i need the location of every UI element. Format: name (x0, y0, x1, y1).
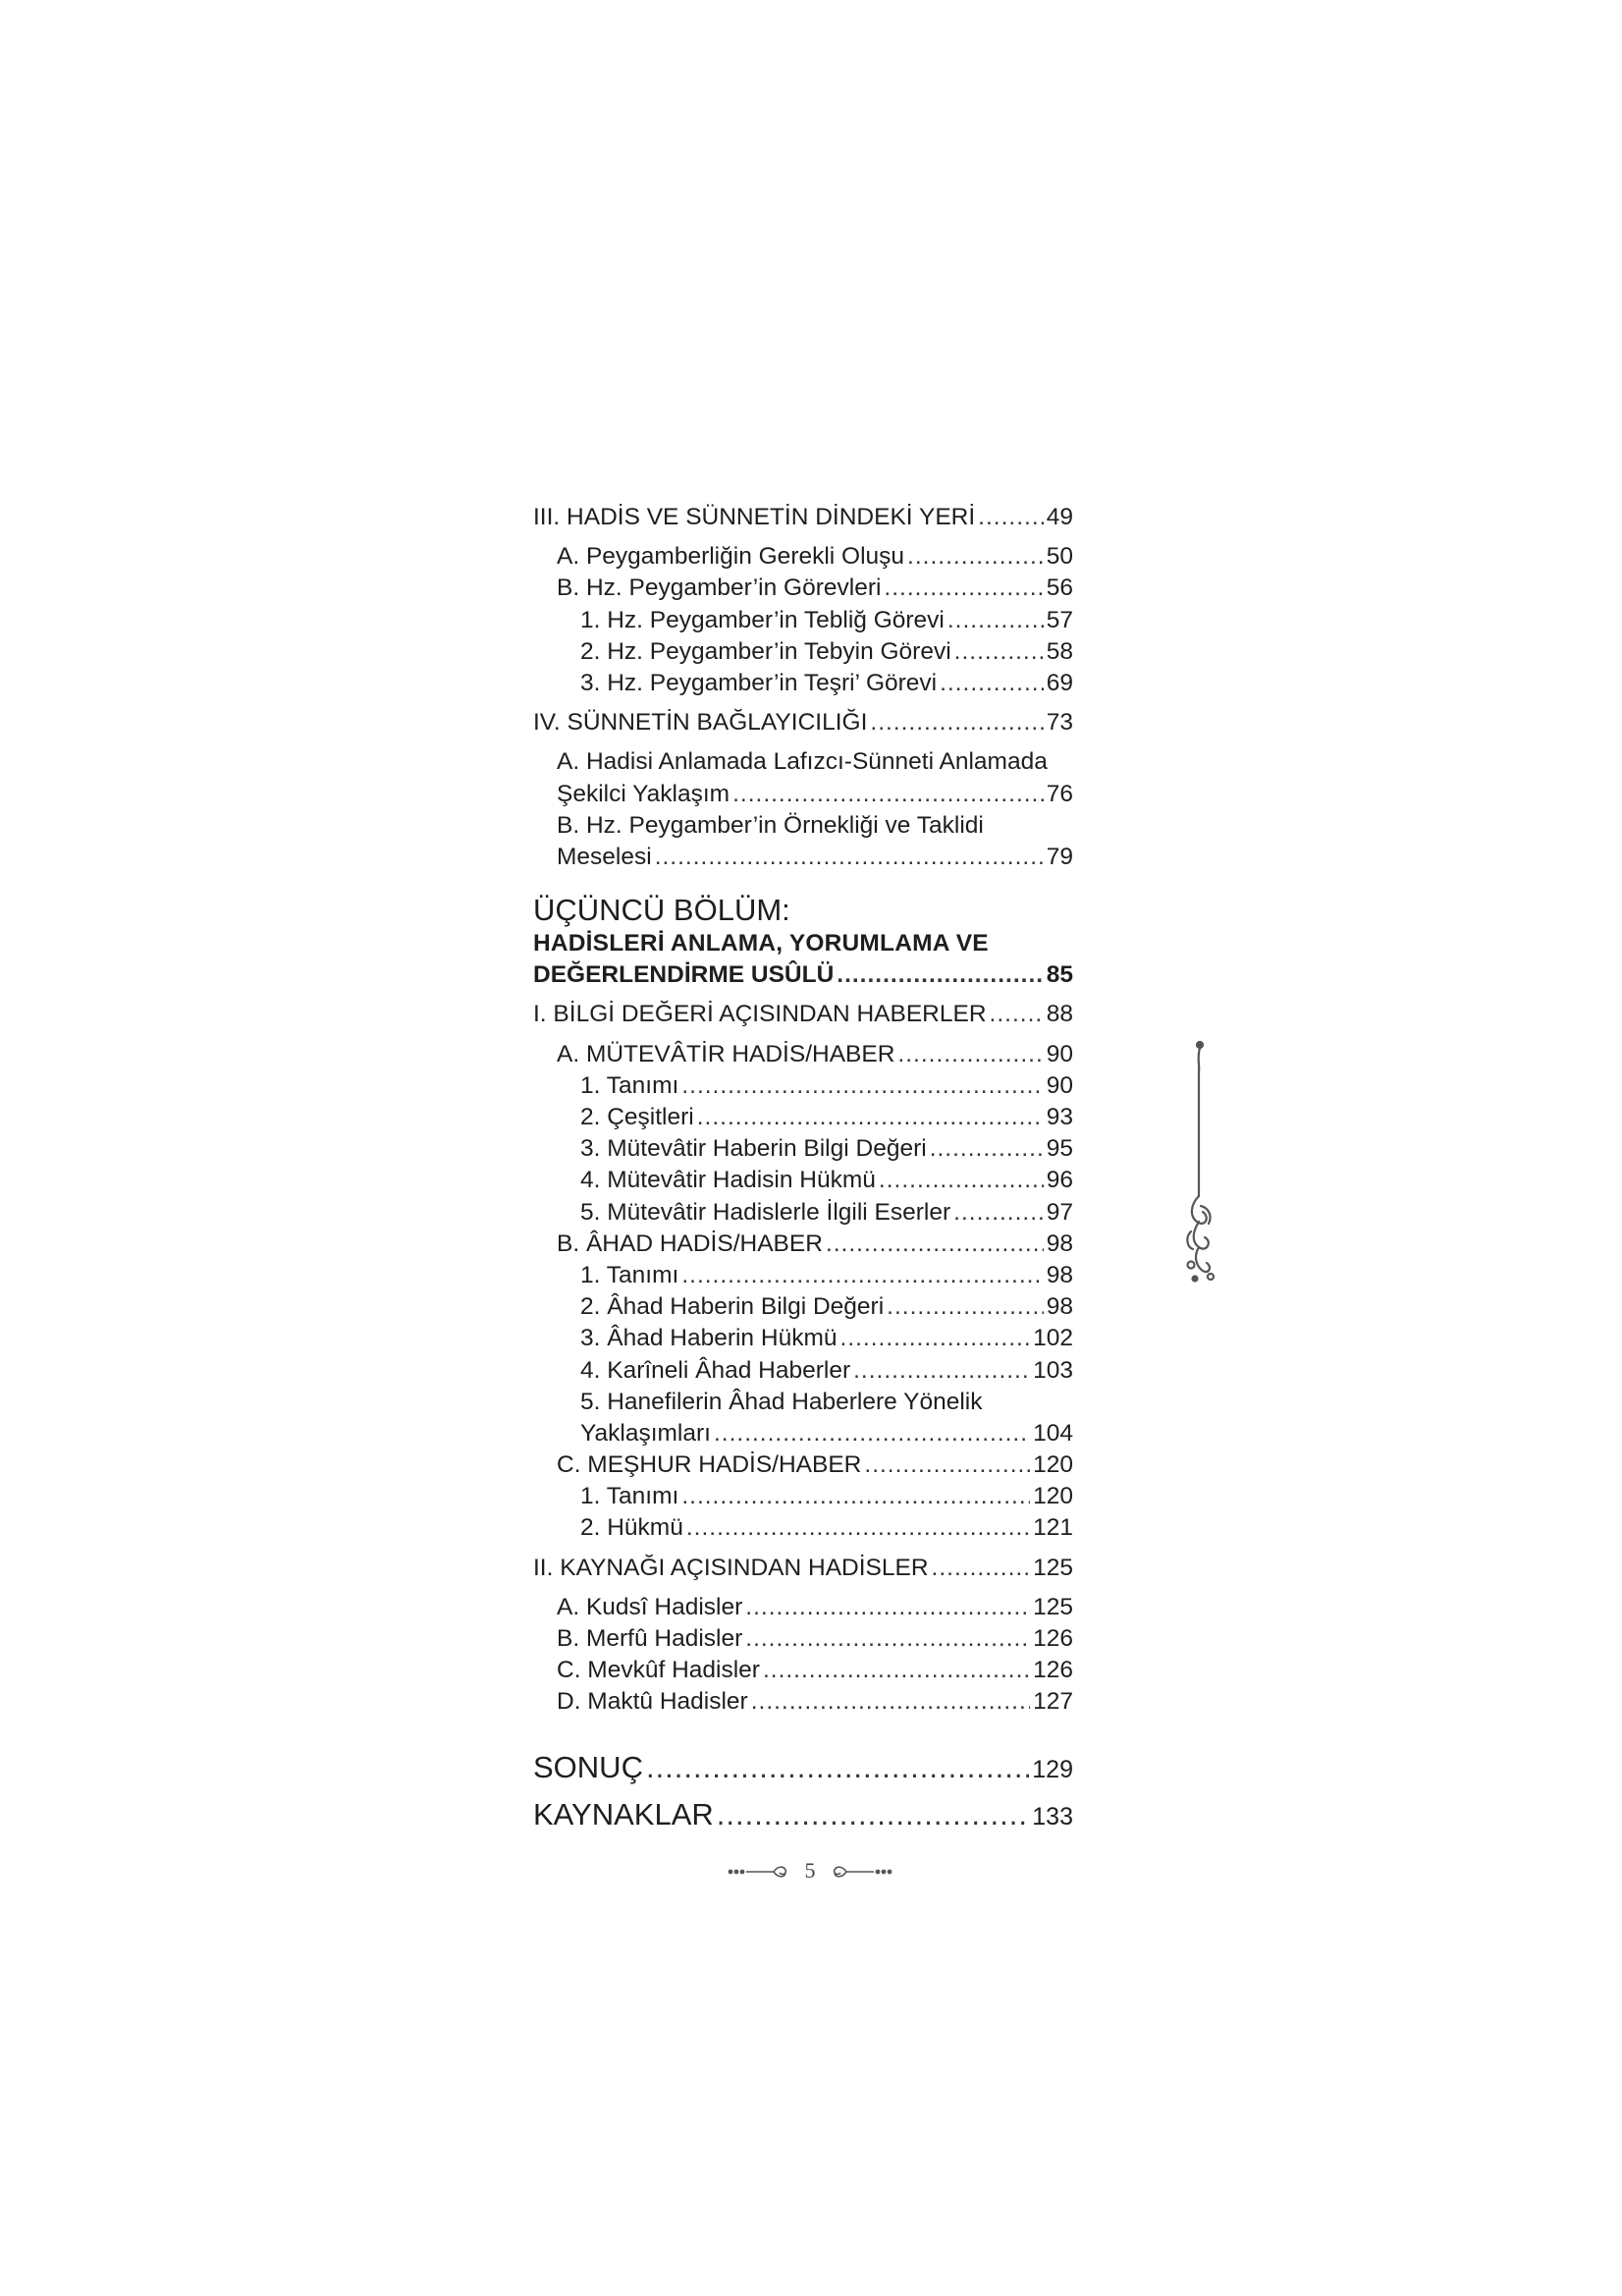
toc-entry-title: B. Hz. Peygamber’in Görevleri (557, 574, 882, 602)
page-number: 5 (804, 1858, 816, 1883)
toc-entry[interactable] (533, 1512, 1073, 1544)
toc-entry-title: 3. Mütevâtir Haberin Bilgi Değeri (580, 1135, 927, 1163)
toc-entry-page: 56 (1046, 574, 1073, 602)
toc-entry-page: 50 (1046, 543, 1073, 571)
toc-entry-title: I. BİLGİ DEĞERİ AÇISINDAN HABERLER (533, 1001, 987, 1028)
toc-entry-page: 88 (1046, 1001, 1073, 1028)
toc-entry-page: 121 (1033, 1514, 1073, 1542)
toc-entry-page: 69 (1046, 669, 1073, 696)
toc-entry-page: 98 (1046, 1230, 1073, 1257)
dot-leader (990, 999, 1044, 1030)
toc-entry-page: 73 (1046, 709, 1073, 737)
toc-entry-title: A. Kudsî Hadisler (557, 1593, 743, 1620)
dot-leader (953, 1197, 1044, 1229)
toc-entry[interactable] (533, 1102, 1073, 1133)
toc-entry-title: B. Merfû Hadisler (557, 1625, 743, 1652)
dot-leader (646, 1748, 1029, 1787)
toc-entry-page: 126 (1033, 1625, 1073, 1652)
dot-leader (751, 1686, 1030, 1718)
toc-entry[interactable] (533, 959, 1073, 991)
toc-entry-title: II. KAYNAĞI AÇISINDAN HADİSLER (533, 1554, 929, 1581)
toc-entry-title: 2. Hükmü (580, 1514, 683, 1542)
dot-leader (954, 636, 1044, 668)
toc-entry-title: KAYNAKLAR (533, 1796, 714, 1831)
toc-entry[interactable] (533, 999, 1073, 1030)
toc-entry[interactable] (533, 1070, 1073, 1102)
toc-entry-page: 96 (1046, 1167, 1073, 1194)
toc-entry-page: 79 (1046, 843, 1073, 870)
dot-leader (870, 707, 1043, 738)
toc-entry-page: 125 (1033, 1554, 1073, 1581)
dot-leader (930, 1133, 1044, 1165)
toc-entry[interactable] (533, 1197, 1073, 1229)
toc-entry-title: 3. Âhad Haberin Hükmü (580, 1325, 838, 1352)
toc-entry-page: 120 (1033, 1483, 1073, 1510)
dot-leader (940, 668, 1044, 699)
toc-entry[interactable] (533, 1165, 1073, 1196)
toc-entry[interactable] (533, 779, 1073, 810)
toc-entry-title: C. MEŞHUR HADİS/HABER (557, 1451, 862, 1479)
toc-entry[interactable] (533, 573, 1073, 604)
toc-entry-title: 1. Tanımı (580, 1261, 679, 1288)
table-of-contents (533, 502, 1073, 1834)
dot-leader (864, 1449, 1030, 1481)
dot-leader (897, 1039, 1043, 1070)
dot-leader (732, 779, 1044, 810)
toc-entry-page: 98 (1046, 1261, 1073, 1288)
toc-entry[interactable] (533, 1686, 1073, 1718)
toc-entry-title: 4. Mütevâtir Hadisin Hükmü (580, 1167, 876, 1194)
toc-entry-title: 4. Karîneli Âhad Haberler (580, 1356, 851, 1384)
toc-entry-title: Şekilci Yaklaşım (557, 780, 730, 807)
dot-leader (686, 1512, 1030, 1544)
dot-leader (763, 1655, 1030, 1686)
chapter-subtitle: HADİSLERİ ANLAMA, YORUMLAMA VE (533, 930, 989, 957)
toc-entry[interactable] (533, 1260, 1073, 1291)
dot-leader (839, 1323, 1030, 1354)
dot-leader (681, 1481, 1030, 1512)
toc-entry-page: 90 (1046, 1071, 1073, 1099)
toc-entry[interactable] (533, 1795, 1073, 1834)
toc-entry[interactable] (533, 502, 1073, 533)
chapter-heading: ÜÇÜNCÜ BÖLÜM: (533, 893, 790, 928)
dot-leader (907, 541, 1044, 573)
toc-entry-page: 95 (1046, 1135, 1073, 1163)
dot-leader (681, 1260, 1043, 1291)
toc-entry-title: Meselesi (557, 843, 652, 870)
toc-entry[interactable] (533, 1748, 1073, 1787)
toc-entry-title: 2. Âhad Haberin Bilgi Değeri (580, 1293, 885, 1321)
toc-entry-title: A. Peygamberliğin Gerekli Oluşu (557, 543, 905, 571)
toc-entry-title: D. Maktû Hadisler (557, 1688, 748, 1716)
toc-entry[interactable] (533, 541, 1073, 573)
toc-entry-line: A. Hadisi Anlamada Lafızcı-Sünneti Anlamada (557, 748, 1048, 776)
toc-entry[interactable] (533, 1323, 1073, 1354)
toc-entry[interactable] (533, 1418, 1073, 1449)
toc-entry[interactable] (533, 636, 1073, 668)
toc-entry-page: 90 (1046, 1040, 1073, 1067)
toc-entry-page: 127 (1033, 1688, 1073, 1716)
toc-entry[interactable] (533, 1553, 1073, 1584)
toc-entry-page: 129 (1032, 1755, 1073, 1783)
toc-entry-page: 97 (1046, 1198, 1073, 1226)
toc-entry[interactable] (533, 668, 1073, 699)
toc-entry-title: 1. Tanımı (580, 1483, 679, 1510)
dot-leader (681, 1070, 1043, 1102)
toc-entry-title: 2. Hz. Peygamber’in Tebyin Görevi (580, 637, 951, 665)
toc-entry[interactable] (533, 1229, 1073, 1260)
toc-entry[interactable] (533, 842, 1073, 873)
toc-entry-page: 76 (1046, 780, 1073, 807)
toc-entry-page: 125 (1033, 1593, 1073, 1620)
toc-entry[interactable] (533, 1039, 1073, 1070)
dot-leader (717, 1795, 1030, 1834)
toc-entry-title: 2. Çeşitleri (580, 1104, 694, 1130)
toc-entry[interactable] (533, 1291, 1073, 1323)
toc-entry-page: 133 (1032, 1802, 1073, 1831)
toc-entry[interactable] (533, 605, 1073, 636)
dot-leader (745, 1592, 1030, 1623)
dot-leader (947, 605, 1044, 636)
toc-entry-title: 1. Tanımı (580, 1071, 679, 1099)
dot-leader (837, 959, 1043, 991)
toc-entry-page: 58 (1046, 637, 1073, 665)
toc-entry-page: 85 (1046, 961, 1073, 989)
dot-leader (932, 1553, 1031, 1584)
toc-entry-title: DEĞERLENDİRME USÛLÜ (533, 961, 835, 989)
dot-leader (826, 1229, 1044, 1260)
toc-entry-page: 98 (1046, 1293, 1073, 1321)
toc-entry[interactable] (533, 1623, 1073, 1655)
side-ornament-icon (1183, 1039, 1222, 1285)
toc-entry-line: 5. Hanefilerin Âhad Haberlere Yönelik (580, 1388, 983, 1415)
dot-leader (884, 573, 1043, 604)
toc-entry-title: 1. Hz. Peygamber’in Tebliğ Görevi (580, 606, 945, 633)
dot-leader (714, 1418, 1030, 1449)
toc-entry[interactable] (533, 1655, 1073, 1686)
toc-entry-page: 57 (1046, 606, 1073, 633)
toc-entry-page: 49 (1046, 504, 1073, 530)
toc-entry-title: III. HADİS VE SÜNNETİN DİNDEKİ YERİ (533, 504, 976, 530)
toc-entry[interactable] (533, 1133, 1073, 1165)
dot-leader (655, 842, 1044, 873)
dot-leader (745, 1623, 1030, 1655)
page-footer (727, 1860, 893, 1884)
toc-entry-line: B. Hz. Peygamber’in Örnekliği ve Taklidi (557, 811, 984, 839)
toc-entry-title: B. ÂHAD HADİS/HABER (557, 1230, 823, 1257)
toc-entry-title: A. MÜTEVÂTİR HADİS/HABER (557, 1040, 895, 1067)
toc-entry-page: 103 (1033, 1356, 1073, 1384)
footer-ornament-right-icon (825, 1860, 893, 1884)
toc-entry[interactable] (533, 1355, 1073, 1387)
toc-entry-title: SONUÇ (533, 1749, 643, 1784)
dot-leader (978, 502, 1044, 533)
toc-entry-title: Yaklaşımları (580, 1419, 711, 1447)
dot-leader (879, 1165, 1044, 1196)
toc-entry-title: C. Mevkûf Hadisler (557, 1657, 760, 1684)
toc-entry-title: 3. Hz. Peygamber’in Teşri’ Görevi (580, 669, 938, 696)
toc-entry-page: 102 (1033, 1325, 1073, 1352)
toc-entry[interactable] (533, 707, 1073, 738)
toc-entry-page: 93 (1046, 1104, 1073, 1130)
toc-entry-title: 5. Mütevâtir Hadislerle İlgili Eserler (580, 1198, 951, 1226)
toc-entry-page: 126 (1033, 1657, 1073, 1684)
toc-entry[interactable] (533, 1449, 1073, 1481)
dot-leader (697, 1102, 1044, 1133)
toc-entry-page: 120 (1033, 1451, 1073, 1479)
dot-leader (853, 1355, 1030, 1387)
toc-entry-title: IV. SÜNNETİN BAĞLAYICILIĞI (533, 709, 868, 737)
toc-entry[interactable] (533, 1481, 1073, 1512)
toc-entry[interactable] (533, 1592, 1073, 1623)
toc-entry-page: 104 (1033, 1419, 1073, 1447)
dot-leader (887, 1291, 1044, 1323)
